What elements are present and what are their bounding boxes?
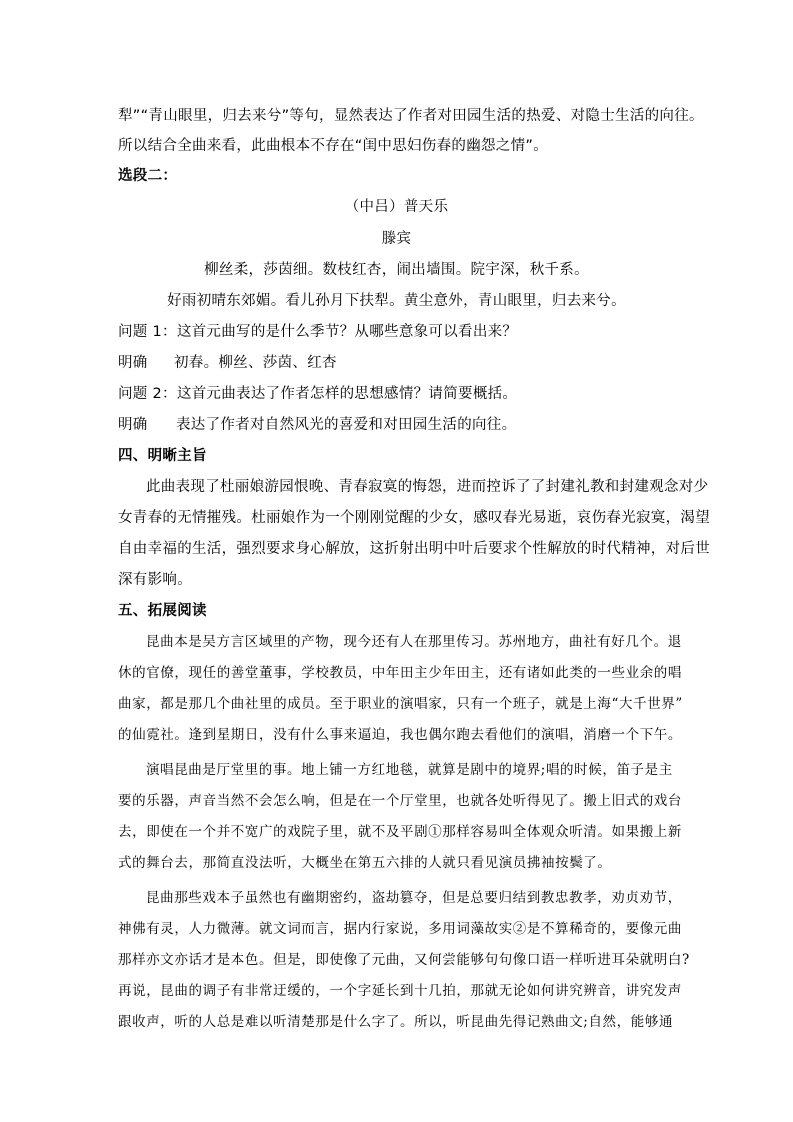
reading-line: 再说，昆曲的调子有非常迂缓的，一个字延长到十几拍，那就无论如何讲究辨音，讲究发声 bbox=[118, 983, 682, 999]
poem-line: 柳丝柔，莎茵细。数枝红杏，闹出墙围。院宇深，秋千系。 bbox=[204, 262, 589, 278]
question-2: 问题 2：这首元曲表达了作者怎样的思想感情？请简要概括。 bbox=[118, 386, 518, 402]
question-1: 问题 1：这首元曲写的是什么季节？从哪些意象可以看出来？ bbox=[118, 324, 518, 340]
text-line: 所以结合全曲来看，此曲根本不存在“闺中思妇伤春的幽怨之情”。 bbox=[118, 138, 549, 154]
reading-line: 昆曲本是吴方言区域里的产物，现今还有人在那里传习。苏州地方，曲社有好几个。退 bbox=[146, 634, 682, 650]
answer-text: 表达了作者对自然风光的喜爱和对田园生活的向往。 bbox=[176, 417, 517, 433]
reading-line: 那样亦文亦话才是本色。但是，即使像了元曲，又何尝能够句句像口语一样听进耳朵就明白? bbox=[118, 952, 690, 968]
answer-2 bbox=[118, 415, 516, 435]
reading-line: 休的官僚，现任的善堂董事，学校教员，中年田主少年田主，还有诸如此类的一些业余的唱 bbox=[118, 665, 682, 681]
poem-line: 好雨初晴东郊媚。看儿孙月下扶犁。黄尘意外，青山眼里，归去来兮。 bbox=[167, 293, 626, 309]
reading-line: 式的舞台去，那简直没法听，大概坐在第五六排的人就只看见演员拂袖按鬓了。 bbox=[118, 855, 612, 871]
paragraph-line: 此曲表现了杜丽娘游园恨晚、青春寂寞的悔怨，进而控诉了了封建礼教和封建观念对少 bbox=[146, 479, 709, 495]
answer-1 bbox=[118, 353, 337, 373]
poem-author: 滕宾 bbox=[381, 231, 412, 247]
reading-line: 的仙霓社。逢到星期日，没有什么事来逼迫，我也偶尔跑去看他们的演唱，消磨一个下午。 bbox=[118, 727, 682, 743]
answer-label: 明确 bbox=[118, 417, 148, 433]
paragraph-line: 深有影响。 bbox=[118, 572, 192, 588]
reading-line: 神佛有灵，人力微薄。就文词而言，据内行家说，多用词藻故实②是不算稀奇的，要像元曲 bbox=[118, 921, 682, 937]
text-line: 犁”“青山眼里，归去来兮”等句，显然表达了作者对田园生活的热爱、对隐士生活的向往。 bbox=[118, 108, 704, 124]
answer-label: 明确 bbox=[118, 355, 148, 371]
paragraph-line: 自由幸福的生活，强烈要求身心解放，这折射出明中叶后要求个性解放的时代精神，对后世 bbox=[118, 541, 710, 557]
poem-title: （中吕）普天乐 bbox=[344, 199, 449, 215]
paragraph-line: 女青春的无情摧残。杜丽娘作为一个刚刚觉醒的少女，感叹春光易逝，哀伤春光寂寞，渴望 bbox=[118, 510, 710, 526]
reading-line: 演唱昆曲是厅堂里的事。地上铺一方红地毯，就算是剧中的境界;唱的时候，笛子是主 bbox=[146, 762, 673, 778]
answer-text: 初春。柳丝、莎茵、红杏 bbox=[174, 355, 337, 371]
section-heading: 五、拓展阅读 bbox=[118, 603, 207, 619]
reading-line: 昆曲那些戏本子虽然也有幽期密约，盗劫篡夺，但是总要归结到教忠教孝，劝贞劝节， bbox=[146, 890, 682, 906]
reading-line: 去，即使在一个并不宽广的戏院子里，就不及平剧①那样容易叫全体观众听清。如果搬上新 bbox=[118, 824, 682, 840]
reading-line: 跟收声，听的人总是难以听清楚那是什么字了。所以，听昆曲先得记熟曲文;自然，能够通 bbox=[118, 1014, 674, 1030]
section-label: 选段二： bbox=[118, 168, 178, 184]
reading-line: 要的乐器，声音当然不会怎么响，但是在一个厅堂里，也就各处听得见了。搬上旧式的戏台 bbox=[118, 793, 682, 809]
section-heading: 四、明晰主旨 bbox=[118, 448, 207, 464]
reading-line: 曲家，都是那几个曲社里的成员。至于职业的演唱家，只有一个班子，就是上海“大千世界” bbox=[118, 696, 683, 712]
